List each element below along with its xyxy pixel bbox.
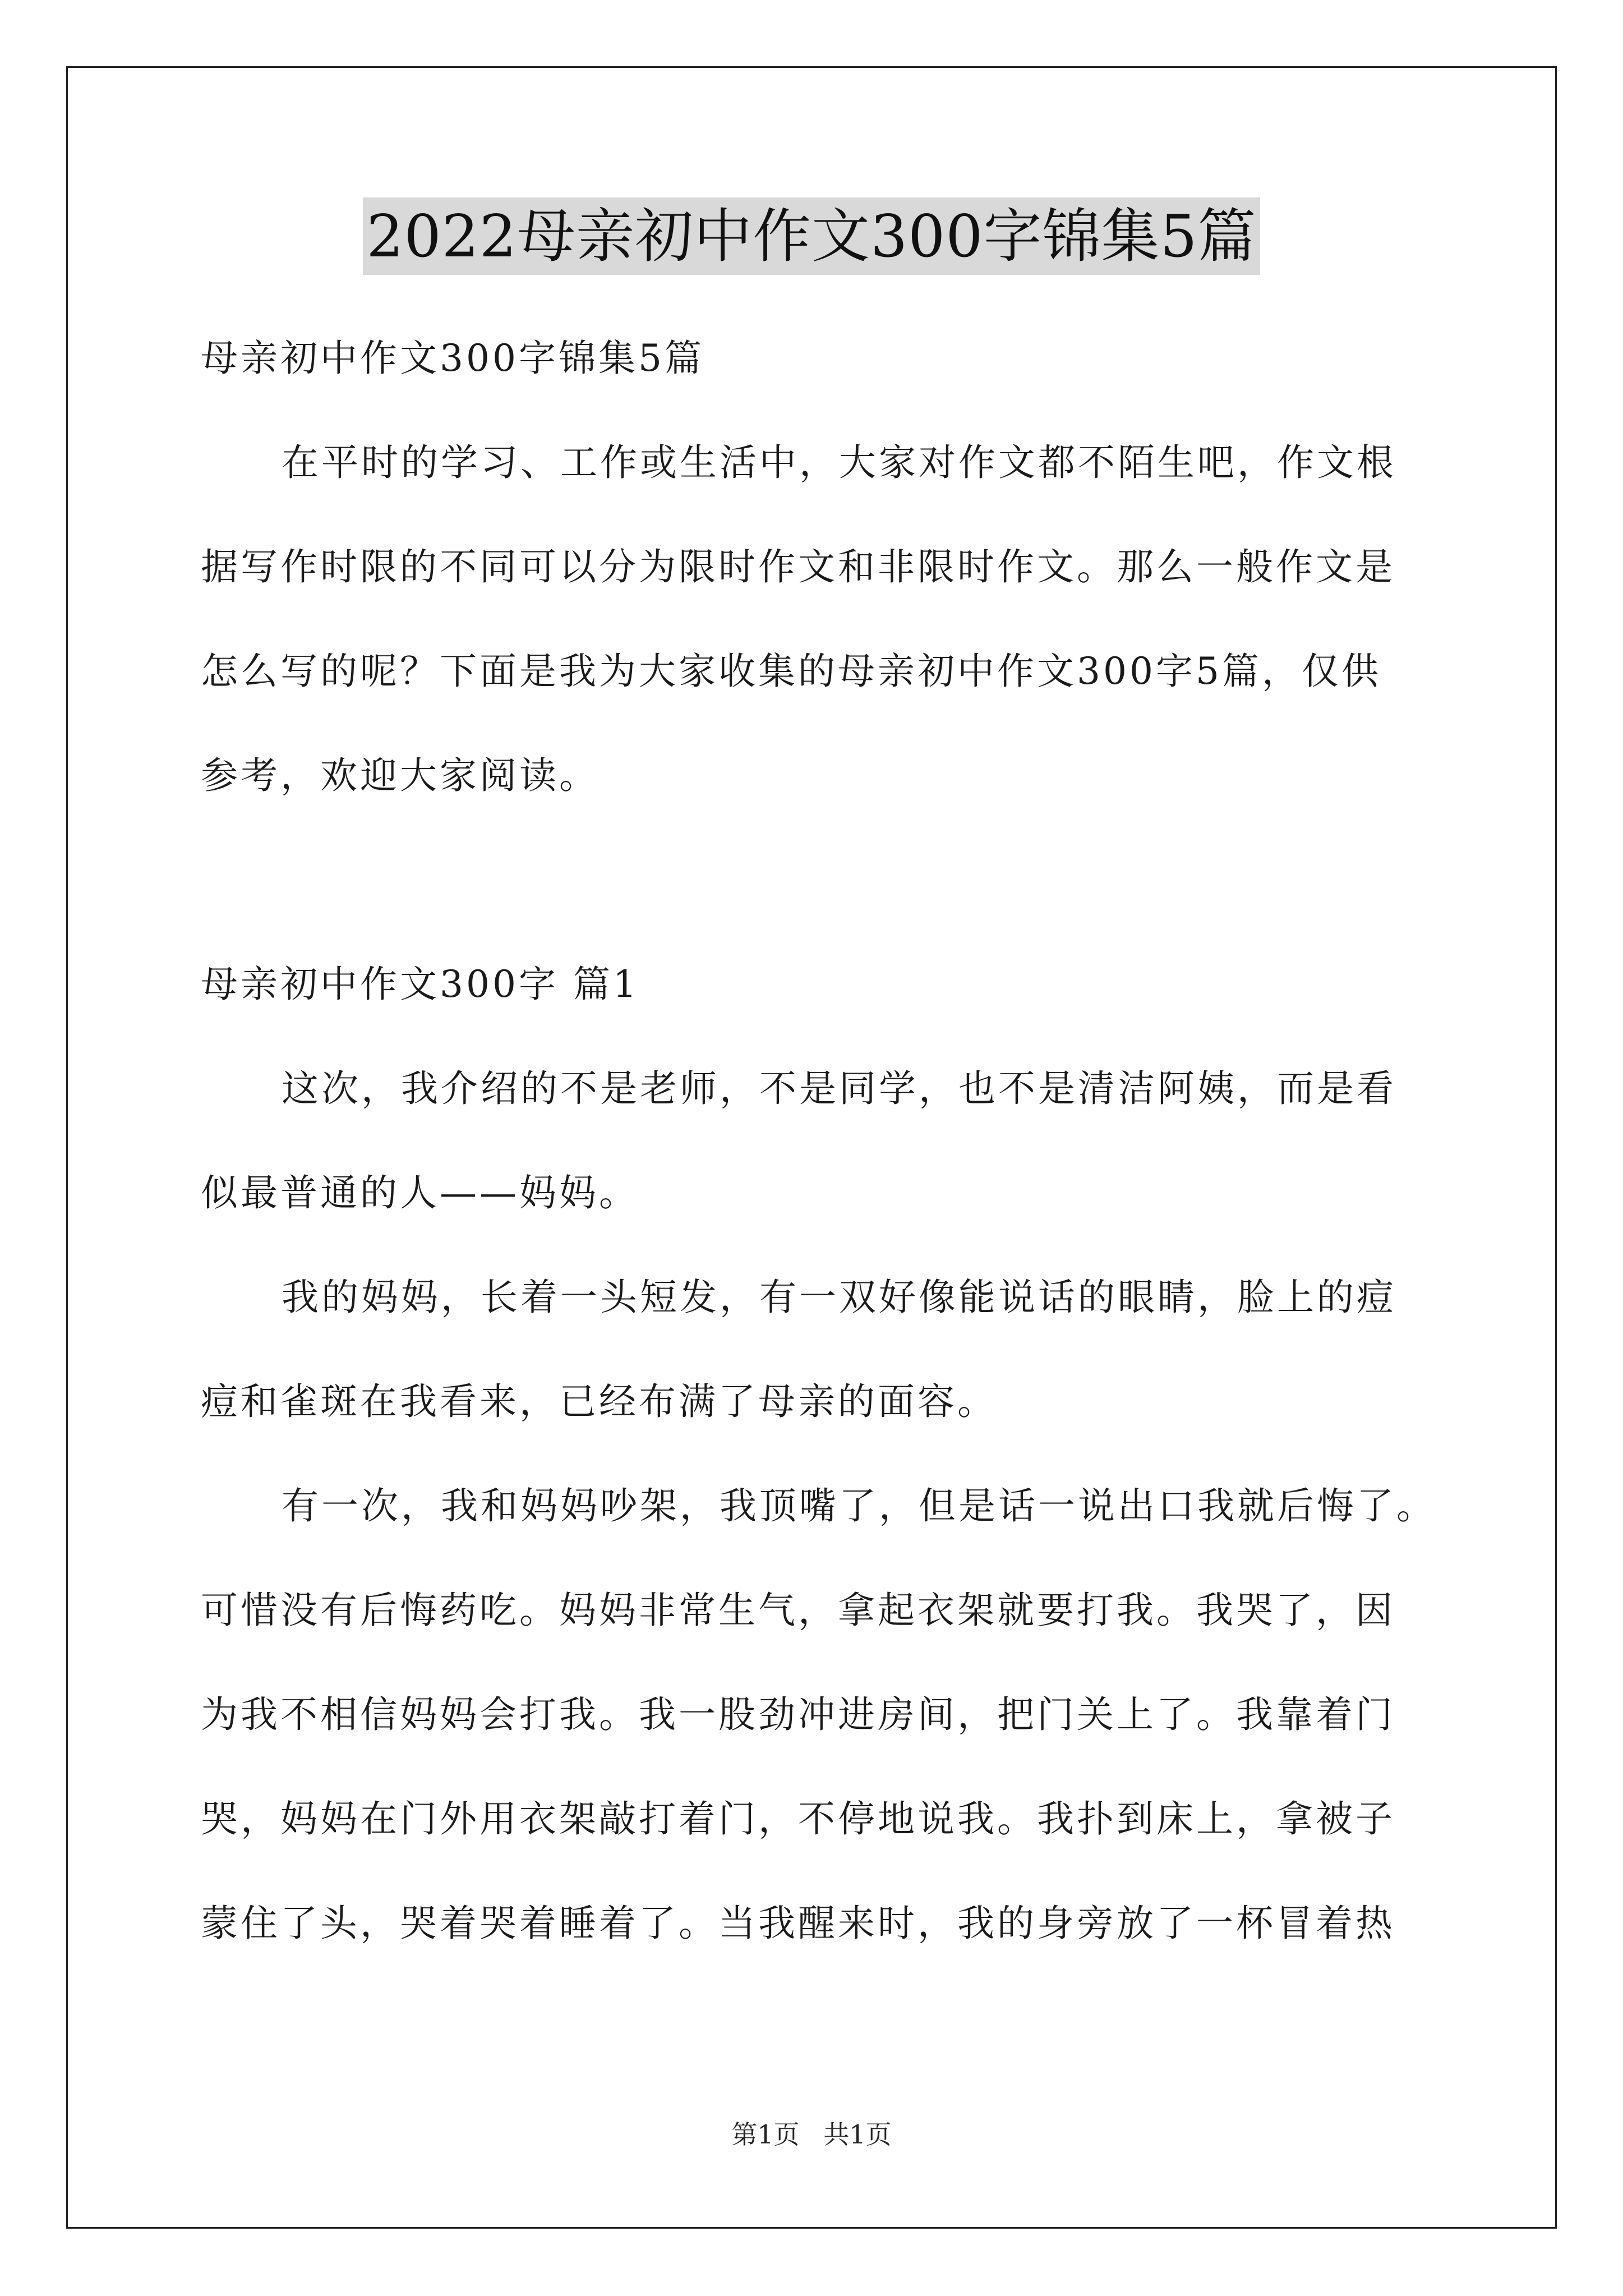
text-line: 怎么写的呢？下面是我为大家收集的母亲初中作文300字5篇，仅供 [201,650,1381,693]
text-line: 似最普通的人——妈妈。 [201,1171,639,1214]
text-line: 有一次，我和妈妈吵架，我顶嘴了，但是话一说出口我就后悔了。 [282,1484,1436,1527]
page-total: 共1页 [823,2119,892,2150]
text-line: 据写作时限的不同可以分为限时作文和非限时作文。那么一般作文是 [201,545,1395,588]
text-line: 我的妈妈，长着一头短发，有一双好像能说话的眼睛，脸上的痘 [282,1276,1396,1319]
text-line: 痘和雀斑在我看来，已经布满了母亲的面容。 [201,1380,997,1423]
text-line: 参考，欢迎大家阅读。 [201,754,599,797]
text-line: 母亲初中作文300字 篇1 [201,963,639,1006]
document-title: 2022母亲初中作文300字锦集5篇 [363,197,1260,275]
text-line: 这次，我介绍的不是老师，不是同学，也不是清洁阿姨，而是看 [282,1067,1396,1110]
text-line: 可惜没有后悔药吃。妈妈非常生气，拿起衣架就要打我。我哭了，因 [201,1589,1395,1632]
text-line: 哭，妈妈在门外用衣架敲打着门，不停地说我。我扑到床上，拿被子 [201,1797,1395,1841]
text-line: 为我不相信妈妈会打我。我一股劲冲进房间，把门关上了。我靠着门 [201,1693,1395,1736]
paragraph-gap [201,828,1423,932]
page-number: 第1页 [731,2119,800,2150]
text-line: 在平时的学习、工作或生活中，大家对作文都不陌生吧，作文根 [282,441,1396,484]
document-body [201,306,1436,1976]
page-footer [0,2118,1623,2151]
text-line: 蒙住了头，哭着哭着睡着了。当我醒来时，我的身旁放了一杯冒着热 [201,1902,1395,1945]
title-container [0,197,1623,275]
text-line: 母亲初中作文300字锦集5篇 [201,337,704,380]
